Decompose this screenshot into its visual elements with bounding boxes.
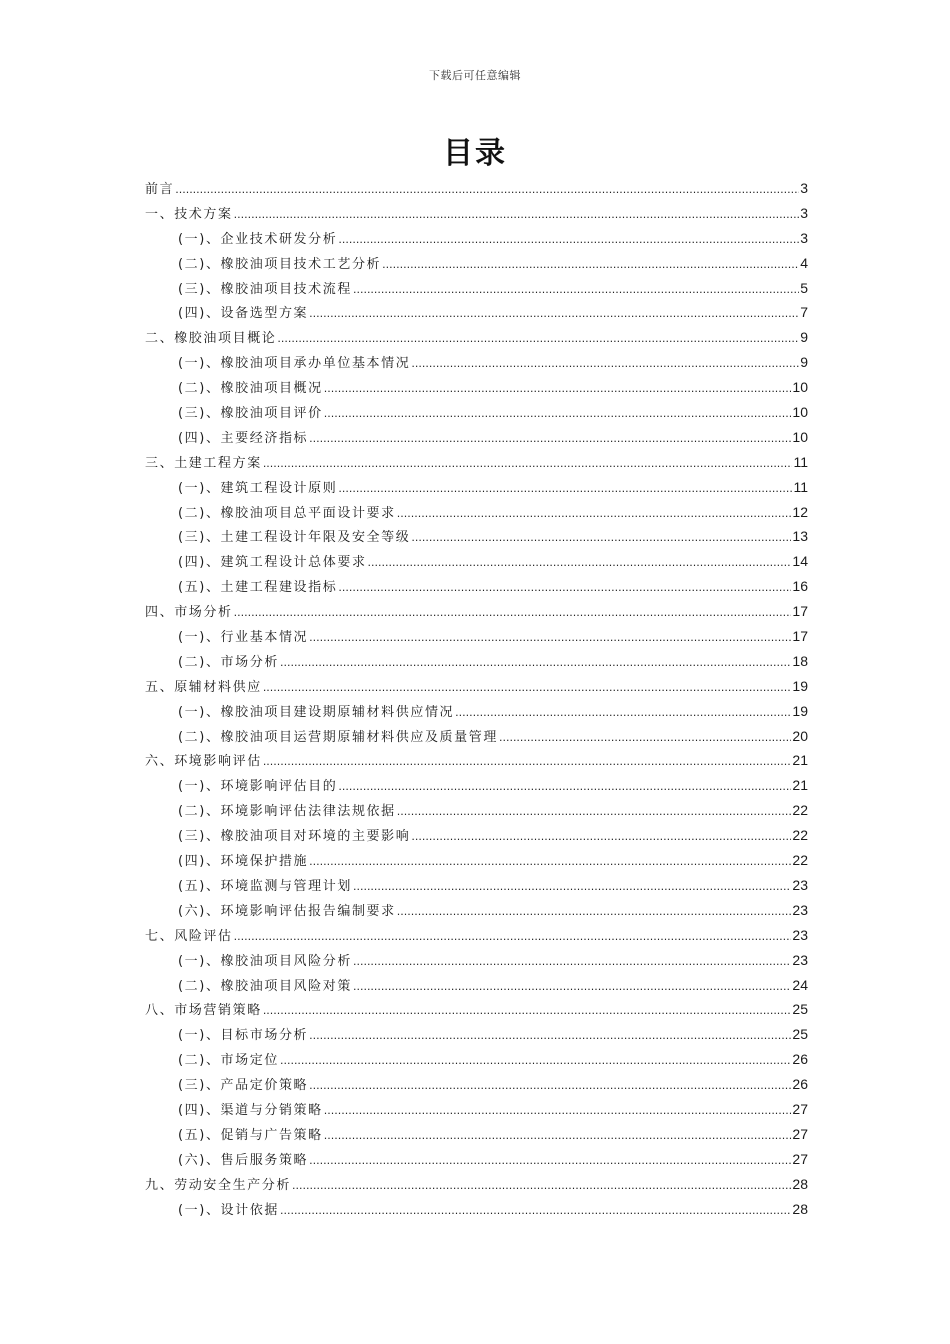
toc-page-number: 25 <box>792 1026 808 1043</box>
toc-section-entry[interactable] <box>145 524 808 549</box>
toc-entry-label: 三、土建工程方案 <box>145 455 262 471</box>
toc-entry-label: (五)、促销与广告策略 <box>178 1127 323 1143</box>
toc-entry-label: 六、环境影响评估 <box>145 754 262 770</box>
toc-page-number: 3 <box>800 180 808 196</box>
toc-page-number: 23 <box>792 926 808 943</box>
toc-page-number: 12 <box>792 503 808 520</box>
toc-section-entry[interactable] <box>145 724 808 749</box>
toc-section-entry[interactable] <box>145 823 808 848</box>
toc-section-entry[interactable] <box>145 649 808 674</box>
toc-page-number: 4 <box>800 254 808 271</box>
table-of-contents <box>145 176 808 1221</box>
toc-section-entry[interactable] <box>145 1197 808 1222</box>
toc-entry-label: (一)、橡胶油项目风险分析 <box>178 953 352 969</box>
toc-dot-leader <box>338 228 799 253</box>
toc-entry-label: 前言 <box>145 182 175 197</box>
toc-page-number: 10 <box>792 379 808 396</box>
toc-page-number: 23 <box>792 951 808 968</box>
toc-section-entry[interactable] <box>145 475 808 500</box>
toc-entry-label: (一)、设计依据 <box>178 1202 279 1218</box>
toc-page-number: 3 <box>800 204 808 221</box>
toc-entry-label: (四)、渠道与分销策略 <box>178 1102 323 1118</box>
toc-entry-label: (五)、环境监测与管理计划 <box>178 878 352 894</box>
toc-entry-label: 九、劳动安全生产分析 <box>145 1177 292 1193</box>
toc-entry-label: (四)、主要经济指标 <box>178 430 309 446</box>
toc-dot-leader <box>499 726 791 751</box>
toc-page-number: 17 <box>792 603 808 620</box>
toc-page-number: 28 <box>792 1175 808 1192</box>
toc-page-number: 22 <box>792 852 808 869</box>
toc-section-entry[interactable] <box>145 425 808 450</box>
toc-dot-leader <box>309 1149 791 1174</box>
toc-dot-leader <box>292 1174 791 1199</box>
toc-entry-label: (三)、橡胶油项目技术流程 <box>178 281 352 297</box>
toc-section-entry[interactable] <box>145 300 808 325</box>
toc-entry-label: 七、风险评估 <box>145 928 233 944</box>
toc-page-number: 20 <box>792 727 808 744</box>
toc-page-number: 24 <box>792 976 808 993</box>
toc-dot-leader <box>411 526 791 551</box>
toc-entry-label: (一)、橡胶油项目承办单位基本情况 <box>178 356 411 372</box>
toc-dot-leader <box>353 278 799 303</box>
toc-section-entry[interactable] <box>145 1097 808 1122</box>
toc-section-entry[interactable] <box>145 226 808 251</box>
toc-entry-label: (二)、橡胶油项目风险对策 <box>178 978 352 994</box>
toc-chapter-entry[interactable] <box>145 1172 808 1197</box>
toc-section-entry[interactable] <box>145 549 808 574</box>
toc-page-number: 13 <box>792 528 808 545</box>
toc-entry-label: (三)、橡胶油项目评价 <box>178 406 323 422</box>
toc-entry-label: (二)、橡胶油项目运营期原辅材料供应及质量管理 <box>178 729 498 745</box>
toc-entry-label: (三)、橡胶油项目对环境的主要影响 <box>178 829 411 845</box>
toc-entry-label: (二)、市场定位 <box>178 1053 279 1069</box>
toc-entry-label: 五、原辅材料供应 <box>145 679 262 695</box>
toc-entry-label: (四)、建筑工程设计总体要求 <box>178 555 367 571</box>
toc-dot-leader <box>277 327 799 352</box>
toc-entry-label: (五)、土建工程建设指标 <box>178 580 338 596</box>
toc-page-number: 19 <box>792 702 808 719</box>
toc-chapter-entry[interactable] <box>145 325 808 350</box>
toc-dot-leader <box>234 203 800 228</box>
toc-entry-label: (二)、市场分析 <box>178 654 279 670</box>
toc-chapter-entry[interactable] <box>145 674 808 699</box>
toc-entry-label: (三)、土建工程设计年限及安全等级 <box>178 530 411 546</box>
toc-section-entry[interactable] <box>145 848 808 873</box>
toc-page-number: 28 <box>792 1200 808 1217</box>
toc-chapter-entry[interactable] <box>145 450 808 475</box>
toc-chapter-entry[interactable] <box>145 176 808 201</box>
toc-page-number: 14 <box>792 553 808 570</box>
toc-section-entry[interactable] <box>145 873 808 898</box>
toc-dot-leader <box>280 651 791 676</box>
toc-section-entry[interactable] <box>145 773 808 798</box>
toc-entry-label: (六)、环境影响评估报告编制要求 <box>178 903 396 919</box>
toc-chapter-entry[interactable] <box>145 748 808 773</box>
toc-section-entry[interactable] <box>145 699 808 724</box>
toc-section-entry[interactable] <box>145 350 808 375</box>
toc-dot-leader <box>263 750 792 775</box>
toc-dot-leader <box>309 850 791 875</box>
toc-dot-leader <box>234 925 792 950</box>
toc-chapter-entry[interactable] <box>145 599 808 624</box>
toc-page-number: 10 <box>792 404 808 421</box>
toc-page-number: 10 <box>792 428 808 445</box>
toc-page-number: 27 <box>792 1150 808 1167</box>
toc-page-number: 16 <box>792 578 808 595</box>
toc-section-entry[interactable] <box>145 1147 808 1172</box>
toc-page-number: 17 <box>792 628 808 645</box>
toc-page-number: 18 <box>792 652 808 669</box>
toc-section-entry[interactable] <box>145 500 808 525</box>
toc-entry-label: (四)、设备选型方案 <box>178 306 309 322</box>
toc-section-entry[interactable] <box>145 1022 808 1047</box>
toc-dot-leader <box>309 1024 791 1049</box>
toc-dot-leader <box>309 1074 791 1099</box>
toc-page-number: 9 <box>800 354 808 371</box>
toc-entry-label: (三)、产品定价策略 <box>178 1078 309 1094</box>
toc-dot-leader <box>397 800 792 825</box>
toc-page-number: 9 <box>800 329 808 346</box>
toc-dot-leader <box>368 551 792 576</box>
toc-chapter-entry[interactable] <box>145 997 808 1022</box>
toc-dot-leader <box>280 1199 791 1224</box>
toc-dot-leader <box>382 253 799 278</box>
toc-section-entry[interactable] <box>145 251 808 276</box>
toc-dot-leader <box>309 427 791 452</box>
toc-page-number: 23 <box>792 876 808 893</box>
toc-dot-leader <box>397 502 792 527</box>
toc-page-number: 5 <box>800 279 808 296</box>
toc-entry-label: (一)、行业基本情况 <box>178 630 309 646</box>
toc-page-number: 25 <box>792 1001 808 1018</box>
toc-dot-leader <box>324 377 792 402</box>
toc-section-entry[interactable] <box>145 948 808 973</box>
toc-entry-label: (二)、橡胶油项目概况 <box>178 381 323 397</box>
toc-section-entry[interactable] <box>145 400 808 425</box>
toc-section-entry[interactable] <box>145 375 808 400</box>
toc-page-number: 26 <box>792 1076 808 1093</box>
toc-entry-label: (一)、企业技术研发分析 <box>178 231 338 247</box>
toc-dot-leader <box>324 1099 792 1124</box>
toc-page-number: 27 <box>792 1125 808 1142</box>
toc-dot-leader <box>280 1049 791 1074</box>
toc-page-number: 21 <box>792 752 808 769</box>
toc-section-entry[interactable] <box>145 1122 808 1147</box>
toc-entry-label: (一)、环境影响评估目的 <box>178 779 338 795</box>
toc-dot-leader <box>263 452 793 477</box>
toc-entry-label: 一、技术方案 <box>145 206 233 222</box>
toc-entry-label: 八、市场营销策略 <box>145 1003 262 1019</box>
toc-page-number: 27 <box>792 1100 808 1117</box>
toc-dot-leader <box>309 626 791 651</box>
toc-dot-leader <box>353 950 791 975</box>
toc-dot-leader <box>353 975 791 1000</box>
toc-entry-label: (六)、售后服务策略 <box>178 1152 309 1168</box>
toc-page-number: 7 <box>800 304 808 321</box>
toc-entry-label: (一)、橡胶油项目建设期原辅材料供应情况 <box>178 704 455 720</box>
toc-page-number: 11 <box>793 478 808 495</box>
toc-dot-leader <box>338 576 791 601</box>
toc-section-entry[interactable] <box>145 574 808 599</box>
toc-section-entry[interactable] <box>145 798 808 823</box>
toc-dot-leader <box>324 402 792 427</box>
toc-entry-label: (四)、环境保护措施 <box>178 854 309 870</box>
toc-entry-label: (二)、环境影响评估法律法规依据 <box>178 804 396 820</box>
toc-dot-leader <box>397 900 792 925</box>
toc-entry-label: (一)、建筑工程设计原则 <box>178 480 338 496</box>
toc-entry-label: 二、橡胶油项目概论 <box>145 331 277 347</box>
toc-dot-leader <box>263 999 792 1024</box>
toc-dot-leader <box>309 302 799 327</box>
toc-title: 目录 <box>443 136 507 171</box>
toc-dot-leader <box>175 178 799 203</box>
page-header-note: 下载后可任意编辑 <box>429 69 521 82</box>
toc-dot-leader <box>455 701 791 726</box>
toc-entry-label: (二)、橡胶油项目技术工艺分析 <box>178 256 382 272</box>
toc-entry-label: (二)、橡胶油项目总平面设计要求 <box>178 505 396 521</box>
toc-section-entry[interactable] <box>145 898 808 923</box>
toc-page-number: 3 <box>800 229 808 246</box>
toc-section-entry[interactable] <box>145 1047 808 1072</box>
toc-dot-leader <box>338 775 791 800</box>
toc-section-entry[interactable] <box>145 624 808 649</box>
toc-entry-label: 四、市场分析 <box>145 605 233 621</box>
toc-page-number: 23 <box>792 901 808 918</box>
toc-page-number: 22 <box>792 827 808 844</box>
toc-chapter-entry[interactable] <box>145 923 808 948</box>
toc-section-entry[interactable] <box>145 1072 808 1097</box>
toc-page-number: 22 <box>792 802 808 819</box>
toc-section-entry[interactable] <box>145 276 808 301</box>
toc-dot-leader <box>263 676 792 701</box>
toc-dot-leader <box>353 875 791 900</box>
toc-dot-leader <box>234 601 792 626</box>
toc-dot-leader <box>411 352 799 377</box>
toc-dot-leader <box>338 477 792 502</box>
toc-page-number: 19 <box>792 677 808 694</box>
toc-chapter-entry[interactable] <box>145 201 808 226</box>
toc-entry-label: (一)、目标市场分析 <box>178 1028 309 1044</box>
toc-dot-leader <box>324 1124 792 1149</box>
toc-page-number: 11 <box>793 453 808 470</box>
toc-dot-leader <box>411 825 791 850</box>
toc-page-number: 21 <box>792 777 808 794</box>
toc-page-number: 26 <box>792 1051 808 1068</box>
toc-section-entry[interactable] <box>145 973 808 998</box>
